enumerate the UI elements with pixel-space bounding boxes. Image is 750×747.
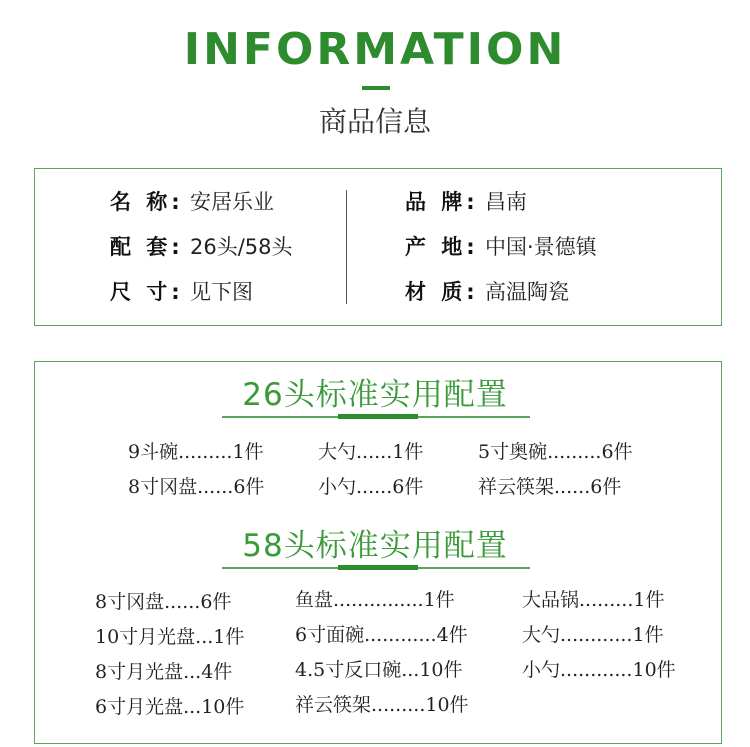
config58-item: 大勺............1件: [522, 624, 664, 646]
config26-accent: [338, 414, 418, 419]
config58-item: 小勺............10件: [522, 659, 676, 681]
info-value: 安居乐业: [190, 190, 274, 214]
config58-item: 4.5寸反口碗...10件: [295, 659, 463, 681]
info-origin: [405, 233, 597, 261]
info-value: 昌南: [485, 190, 527, 214]
config58-item: 大品锅.........1件: [522, 589, 665, 611]
info-material: [405, 278, 569, 306]
info-divider: [346, 190, 347, 304]
config58-item: 8寸月光盘...4件: [95, 661, 233, 683]
info-set: [110, 233, 293, 261]
config58-item: 10寸月光盘...1件: [95, 626, 245, 648]
info-label: 产 地:: [405, 235, 479, 259]
info-label: 配 套:: [110, 235, 184, 259]
config26-item: 9斗碗.........1件: [128, 441, 264, 463]
info-value: 26头/58头: [190, 235, 293, 259]
title-underline: [362, 86, 390, 90]
config26-item: 8寸冈盘......6件: [128, 476, 265, 498]
config58-item: 祥云筷架.........10件: [295, 694, 469, 716]
config58-item: 6寸月光盘...10件: [95, 696, 245, 718]
info-title: INFORMATION: [183, 24, 567, 75]
info-name: [110, 188, 274, 216]
config58-item: 6寸面碗............4件: [295, 624, 468, 646]
info-label: 品 牌:: [405, 190, 479, 214]
info-label: 材 质:: [405, 280, 479, 304]
config58-title: 58头标准实用配置: [242, 528, 508, 564]
info-value: 中国·景德镇: [485, 235, 597, 259]
info-label: 名 称:: [110, 190, 184, 214]
config26-item: 小勺......6件: [318, 476, 424, 498]
config26-item: 5寸奥碗.........6件: [478, 441, 633, 463]
config58-item: 鱼盘...............1件: [295, 589, 455, 611]
config58-item: 8寸冈盘......6件: [95, 591, 232, 613]
config26-item: 大勺......1件: [318, 441, 424, 463]
info-label: 尺 寸:: [110, 280, 184, 304]
config26-item: 祥云筷架......6件: [478, 476, 622, 498]
config26-title: 26头标准实用配置: [242, 377, 508, 413]
info-size: [110, 278, 253, 306]
config58-accent: [338, 565, 418, 570]
info-value: 见下图: [190, 280, 253, 304]
info-brand: [405, 188, 527, 216]
page-subtitle: 商品信息: [318, 105, 431, 138]
info-value: 高温陶瓷: [485, 280, 569, 304]
